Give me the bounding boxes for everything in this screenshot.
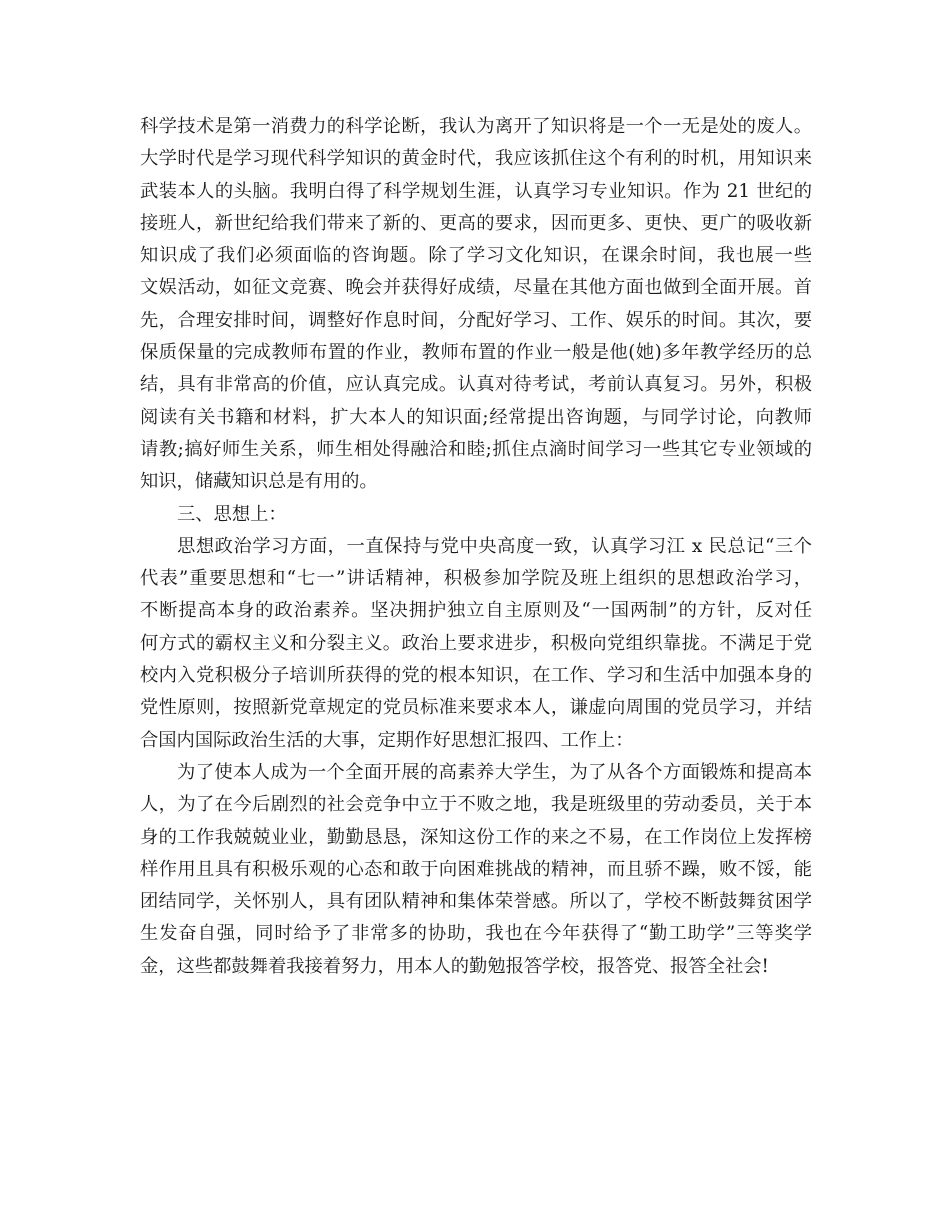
section-heading: 三、思想上： <box>177 503 287 525</box>
text-line: 何方式的霸权主义和分裂主义。政治上要求进步，积极向党组织靠拢。不满足于党 <box>140 632 812 654</box>
text-line: 知识，储藏知识总是有用的。 <box>140 471 378 493</box>
text-line: 样作用且具有积极乐观的心态和敢于向困难挑战的精神，而且骄不躁，败不馁，能 <box>140 858 812 880</box>
text-line: 结，具有非常高的价值，应认真完成。认真对待考试，考前认真复习。另外，积极 <box>140 374 812 396</box>
paragraph-work <box>140 757 812 983</box>
text-line: 知识成了我们必须面临的咨询题。除了学习文化知识，在课余时间，我也展一些 <box>140 245 812 267</box>
text-line: 请教;搞好师生关系，师生相处得融洽和睦;抓住点滴时间学习一些其它专业领域的 <box>140 438 812 460</box>
text-line: 团结同学，关怀别人，具有团队精神和集体荣誉感。所以了，学校不断鼓舞贫困学 <box>140 891 812 913</box>
text-line: 人，为了在今后剧烈的社会竞争中立于不败之地，我是班级里的劳动委员，关于本 <box>140 794 812 816</box>
text-line: 文娱活动，如征文竞赛、晚会并获得好成绩，尽量在其他方面也做到全面开展。首 <box>140 277 812 299</box>
text-line: 为了使本人成为一个全面开展的高素养大学生，为了从各个方面锻炼和提高本 <box>177 761 812 783</box>
text-line: 校内入党积极分子培训所获得的党的根本知识，在工作、学习和生活中加强本身的 <box>140 665 812 687</box>
text-line: 保质保量的完成教师布置的作业，教师布置的作业一般是他(她)多年教学经历的总 <box>140 342 812 364</box>
text-line: 思想政治学习方面，一直保持与党中央高度一致，认真学习江 x 民总记“三个 <box>177 535 812 557</box>
text-line: 先，合理安排时间，调整好作息时间，分配好学习、工作、娱乐的时间。其次，要 <box>140 309 812 331</box>
text-line: 身的工作我兢兢业业，勤勤恳恳，深知这份工作的来之不易，在工作岗位上发挥榜 <box>140 826 812 848</box>
document-body <box>140 111 812 983</box>
section-heading-thought <box>140 499 812 531</box>
text-line: 大学时代是学习现代科学知识的黄金时代，我应该抓住这个有利的时机，用知识来 <box>140 148 812 170</box>
text-line: 武装本人的头脑。我明白得了科学规划生涯，认真学习专业知识。作为 21 世纪的 <box>140 180 812 202</box>
text-line: 接班人，新世纪给我们带来了新的、更高的要求，因而更多、更快、更广的吸收新 <box>140 212 812 234</box>
paragraph-thought <box>140 531 812 757</box>
text-line: 党性原则，按照新党章规定的党员标准来要求本人，谦虚向周围的党员学习，并结 <box>140 697 812 719</box>
text-line: 科学技术是第一消费力的科学论断，我认为离开了知识将是一个一无是处的废人。 <box>140 116 812 137</box>
text-line: 代表”重要思想和“七一”讲话精神，积极参加学院及班上组织的思想政治学习， <box>140 568 812 590</box>
text-line: 阅读有关书籍和材料，扩大本人的知识面;经常提出咨询题，与同学讨论，向教师 <box>140 406 812 428</box>
text-line: 生发奋自强，同时给予了非常多的协助，我也在今年获得了“勤工助学”三等奖学 <box>140 923 812 945</box>
text-line: 不断提高本身的政治素养。坚决拥护独立自主原则及“一国两制”的方针，反对任 <box>140 600 812 622</box>
paragraph-study <box>140 111 812 499</box>
text-line: 合国内国际政治生活的大事，定期作好思想汇报四、工作上： <box>140 729 634 751</box>
text-line: 金，这些都鼓舞着我接着努力，用本人的勤勉报答学校，报答党、报答全社会! <box>140 955 769 977</box>
